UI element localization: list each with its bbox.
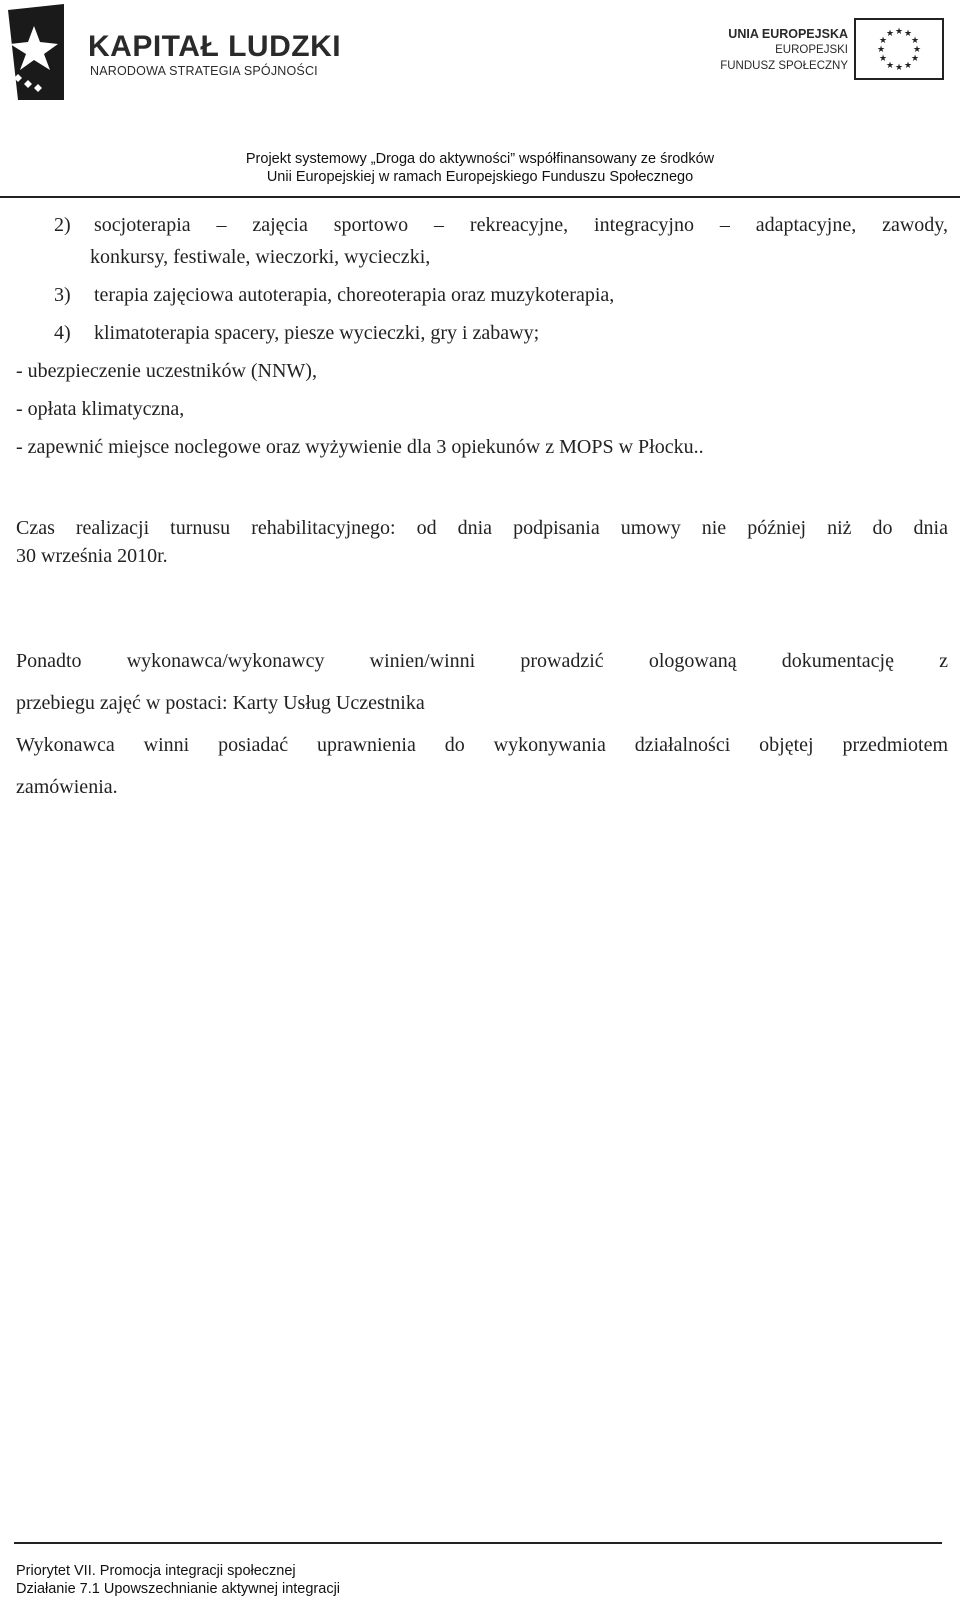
svg-text:★: ★ xyxy=(878,36,888,46)
realization-time-paragraph xyxy=(16,514,948,570)
list-text: klimatoterapia spacery, piesze wycieczki, gry i zabawy; xyxy=(94,322,540,344)
svg-text:★: ★ xyxy=(910,54,920,64)
page-footer xyxy=(16,1562,340,1598)
svg-text:★: ★ xyxy=(903,29,913,39)
svg-text:★: ★ xyxy=(876,45,886,55)
eu-flag-icon xyxy=(854,18,944,80)
project-description xyxy=(0,150,960,186)
kapital-ludzki-title: KAPITAŁ LUDZKI xyxy=(88,30,342,63)
list-number: 3) xyxy=(54,284,71,306)
footer-divider xyxy=(14,1542,942,1544)
project-line2: Unii Europejskiej w ramach Europejskiego Funduszu Społecznego xyxy=(266,169,694,185)
header-divider xyxy=(0,196,960,198)
footer-line2: Działanie 7.1 Upowszechnianie aktywnej integracji xyxy=(16,1581,341,1597)
kapital-ludzki-subtitle: NARODOWA STRATEGIA SPÓJNOŚCI xyxy=(90,64,318,78)
eu-fund-label xyxy=(720,26,848,74)
svg-text:★: ★ xyxy=(903,61,913,71)
para-line: 30 września 2010r. xyxy=(16,545,168,567)
eu-line1: UNIA EUROPEJSKA xyxy=(728,27,848,41)
kapital-ludzki-logo-icon xyxy=(4,4,66,100)
list-item xyxy=(16,314,948,352)
documentation-paragraph xyxy=(16,640,948,724)
page-header xyxy=(0,0,960,198)
para-line: Wykonawca winni posiadać uprawnienia do wykonywania działalności objętej przedmiotem xyxy=(16,734,948,756)
svg-text:★: ★ xyxy=(885,29,895,39)
svg-text:★: ★ xyxy=(912,45,922,55)
para-line: Czas realizacji turnusu rehabilitacyjnego: od dnia podpisania umowy nie później niż do dnia xyxy=(16,517,948,539)
svg-text:★: ★ xyxy=(894,27,904,37)
list-number: 4) xyxy=(54,322,71,344)
eu-line2: EUROPEJSKI xyxy=(775,44,848,56)
svg-text:★: ★ xyxy=(910,36,920,46)
svg-text:★: ★ xyxy=(885,61,895,71)
project-line1: Projekt systemowy „Droga do aktywności” współfinansowany ze środków xyxy=(245,151,715,167)
list-number: 2) xyxy=(54,214,71,236)
list-text-continuation: konkursy, festiwale, wieczorki, wycieczki, xyxy=(90,246,431,268)
list-item xyxy=(16,276,948,314)
document-body xyxy=(16,206,948,808)
qualifications-paragraph xyxy=(16,724,948,808)
bullet-item: - ubezpieczenie uczestników (NNW), xyxy=(16,360,317,382)
list-text: socjoterapia – zajęcia sportowo – rekreacyjne, integracyjno – adaptacyjne, zawody, xyxy=(94,214,948,236)
svg-text:★: ★ xyxy=(894,63,904,73)
footer-line1: Priorytet VII. Promocja integracji społecznej xyxy=(16,1563,296,1579)
para-line: przebiegu zajęć w postaci: Karty Usług Uczestnika xyxy=(16,692,425,714)
para-line: Ponadto wykonawca/wykonawcy winien/winni prowadzić ologowaną dokumentację z xyxy=(16,650,948,672)
bullet-item: - zapewnić miejsce noclegowe oraz wyżywienie dla 3 opiekunów z MOPS w Płocku.. xyxy=(16,436,704,458)
bullet-item: - opłata klimatyczna, xyxy=(16,398,185,420)
eu-line3: FUNDUSZ SPOŁECZNY xyxy=(720,60,848,72)
svg-text:★: ★ xyxy=(878,54,888,64)
list-text: terapia zajęciowa autoterapia, choreoterapia oraz muzykoterapia, xyxy=(94,284,615,306)
para-line: zamówienia. xyxy=(16,776,118,798)
